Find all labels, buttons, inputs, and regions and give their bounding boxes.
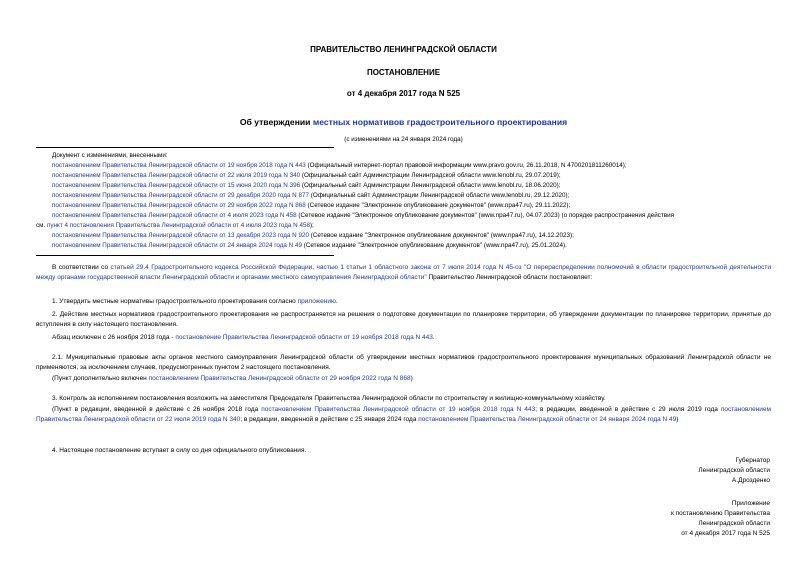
change-link[interactable]: постановлением Правительства Ленинградской области от 29 декабря 2020 года N 877	[52, 192, 309, 199]
item-3-note: (Пункт в редакции, введенной в действие с 26 ноября 2018 года постановлением Правительства Ленинградской области от 19 ноября 2018 года N 443; в редакции, введенной в действие с 29 июля 2019 года постановлением Правительства Ленинградской области от 22 июля 2019 года N 340; в редакции, введенной в действие с 25 января 2024 года постановлением Правительства Ленинградской области от 24 января 2024 года N 49)	[36, 406, 771, 423]
change-item: постановлением Правительства Ленинградской области от 29 декабря 2020 года N 877 (Официальный сайт Администрации Ленинградской области www.lenobl.ru, 29.12.2020);	[52, 192, 570, 199]
change-item: постановлением Правительства Ленинградской области от 22 июля 2019 года N 340 (Официальный сайт Администрации Ленинградской области www.lenobl.ru, 29.07.2019);	[52, 172, 561, 179]
doc-type-heading: ПОСТАНОВЛЕНИЕ	[366, 68, 441, 77]
change-item: постановлением Правительства Ленинградской области от 24 января 2024 года N 49 (Сетевое издание "Электронное опубликование документов" (www.npa47.ru), 25.01.2024).	[52, 242, 567, 249]
signature-name: А.Дрозденко	[731, 477, 770, 484]
appendix-line: от 4 декабря 2017 года N 525	[681, 530, 770, 537]
change-item: постановлением Правительства Ленинградской области от 4 июля 2023 года N 458 (Сетевое издание "Электронное опубликование документов" (www.npa47.ru), 04.07.2023) (о порядке распространения действия	[52, 212, 675, 219]
change-item: постановлением Правительства Ленинградской области от 29 ноября 2022 года N 868 (Сетевое издание "Электронное опубликование документов" (www.npa47.ru), 29.11.2022);	[52, 202, 571, 209]
item-3-note-link-b[interactable]: постановлением Правительства Ленинградской области от 22 июля 2019 года N 340	[36, 406, 771, 423]
code-article-link[interactable]: статьей 29.4 Градостроительного кодекса Российской Федерации	[110, 264, 313, 271]
item-1: 1. Утвердить местные нормативы градостроительного проектирования согласно приложению.	[52, 298, 338, 305]
regional-law-link[interactable]: частью 1 статьи 1 областного закона от 7 июля 2014 года N 45-оз "О перераспределении полномочий в области градостроительной деятельности между органами государственной власти Ленинградской области и органами местного самоуправления Ленинградской области"	[36, 264, 771, 281]
change-item: постановлением Правительства Ленинградской области от 15 июня 2020 года N 396 (Официальный сайт Администрации Ленинградской области www.lenobl.ru, 18.06.2020);	[52, 182, 561, 189]
divider-bottom	[36, 255, 334, 256]
appendix-line: Ленинградской области	[698, 520, 770, 527]
change-link[interactable]: пункт 4 постановления Правительства Ленинградской области от 4 июля 2023 года N 458	[46, 222, 310, 229]
government-heading: ПРАВИТЕЛЬСТВО ЛЕНИНГРАДСКОЙ ОБЛАСТИ	[310, 45, 497, 54]
item-3: 3. Контроль за исполнением постановления возложить на заместителя Председателя Правительства Ленинградской области по строительству и жилищно-коммунальному хозяйству.	[52, 395, 606, 402]
change-link[interactable]: постановлением Правительства Ленинградской области от 29 ноября 2022 года N 868	[52, 202, 306, 209]
signature-line: Губернатор	[735, 457, 770, 464]
change-item: постановлением Правительства Ленинградской области от 13 декабря 2023 года N 920 (Сетевое издание "Электронное опубликование документов" (www.npa47.ru), 14.12.2023);	[52, 232, 574, 239]
item-2-1: 2.1. Муниципальные правовые акты органов местного самоуправления Ленинградской области об утверждении местных нормативов градостроительного проектирования муниципальных образований Ленинградской области не применяются, за исключением случаев, предусмотренных пунктом 2 настоящего постановления.	[36, 354, 771, 371]
appendix-link[interactable]: приложению	[297, 298, 336, 305]
change-item: см. пункт 4 постановления Правительства Ленинградской области от 4 июля 2023 года N 458);	[36, 222, 314, 229]
title-prefix: Об утверждении	[239, 117, 313, 127]
changes-intro: Документ с изменениями, внесенными:	[52, 152, 168, 159]
appendix-line: Приложение	[731, 500, 770, 507]
item-2-1-note-link[interactable]: постановлением Правительства Ленинградской области от 29 ноября 2022 года N 868	[148, 375, 411, 382]
item-2-1-note: (Пункт дополнительно включен постановлением Правительства Ленинградской области от 29 ноября 2022 года N 868)	[52, 375, 413, 382]
change-link[interactable]: постановлением Правительства Ленинградской области от 13 декабря 2023 года N 920	[52, 232, 309, 239]
date-number-heading: от 4 декабря 2017 года N 525	[346, 89, 461, 98]
change-link[interactable]: постановлением Правительства Ленинградской области от 15 июня 2020 года N 396	[52, 182, 301, 189]
item-4: 4. Настоящее постановление вступает в силу со дня официального опубликования.	[52, 447, 307, 454]
changes-note: (с изменениями на 24 января 2024 года)	[344, 136, 463, 143]
item-2: 2. Действие местных нормативов градостроительного проектирования не распространяется на решения о подготовке документации по планировке территории, об утверждении документации по планировке территории, принятые до вступления в силу настоящего постановления.	[36, 311, 771, 328]
preamble-paragraph: В соответствии со статьей 29.4 Градостроительного кодекса Российской Федерации, частью 1 статьи 1 областного закона от 7 июля 2014 года N 45-оз "О перераспределении полномочий в области градостроительной деятельности между органами государственной власти Ленинградской области и органами местного самоуправления Ленинградской области" Правительство Ленинградской области постановляет:	[36, 264, 771, 281]
item-3-note-link-a[interactable]: постановлением Правительства Ленинградской области от 19 ноября 2018 года N 443	[261, 406, 536, 413]
document-title	[0, 117, 807, 127]
title-link[interactable]: местных нормативов градостроительного проектирования	[312, 117, 568, 127]
item-3-note-link-c[interactable]: постановлением Правительства Ленинградской области от 24 января 2024 года N 49	[418, 415, 677, 423]
excluded-link[interactable]: постановление Правительства Ленинградской области от 19 ноября 2018 года N 443	[175, 334, 433, 341]
change-item: постановлением Правительства Ленинградской области от 19 ноября 2018 года N 443 (Официальный интернет-портал правовой информации www.pravo.gov.ru, 26.11.2018, N 4700201811260014);	[52, 162, 627, 169]
change-link[interactable]: постановлением Правительства Ленинградской области от 4 июля 2023 года N 458	[52, 212, 297, 219]
appendix-line: к постановлению Правительства	[670, 510, 770, 517]
change-link[interactable]: постановлением Правительства Ленинградской области от 19 ноября 2018 года N 443	[52, 162, 306, 169]
signature-line: Ленинградской области	[698, 467, 770, 474]
change-link[interactable]: постановлением Правительства Ленинградской области от 22 июля 2019 года N 340	[52, 172, 301, 179]
divider-top	[36, 147, 334, 148]
item-2-excluded: Абзац исключен с 26 ноября 2018 года - постановление Правительства Ленинградской области от 19 ноября 2018 года N 443.	[52, 334, 435, 341]
change-link[interactable]: постановлением Правительства Ленинградской области от 24 января 2024 года N 49	[52, 242, 302, 249]
